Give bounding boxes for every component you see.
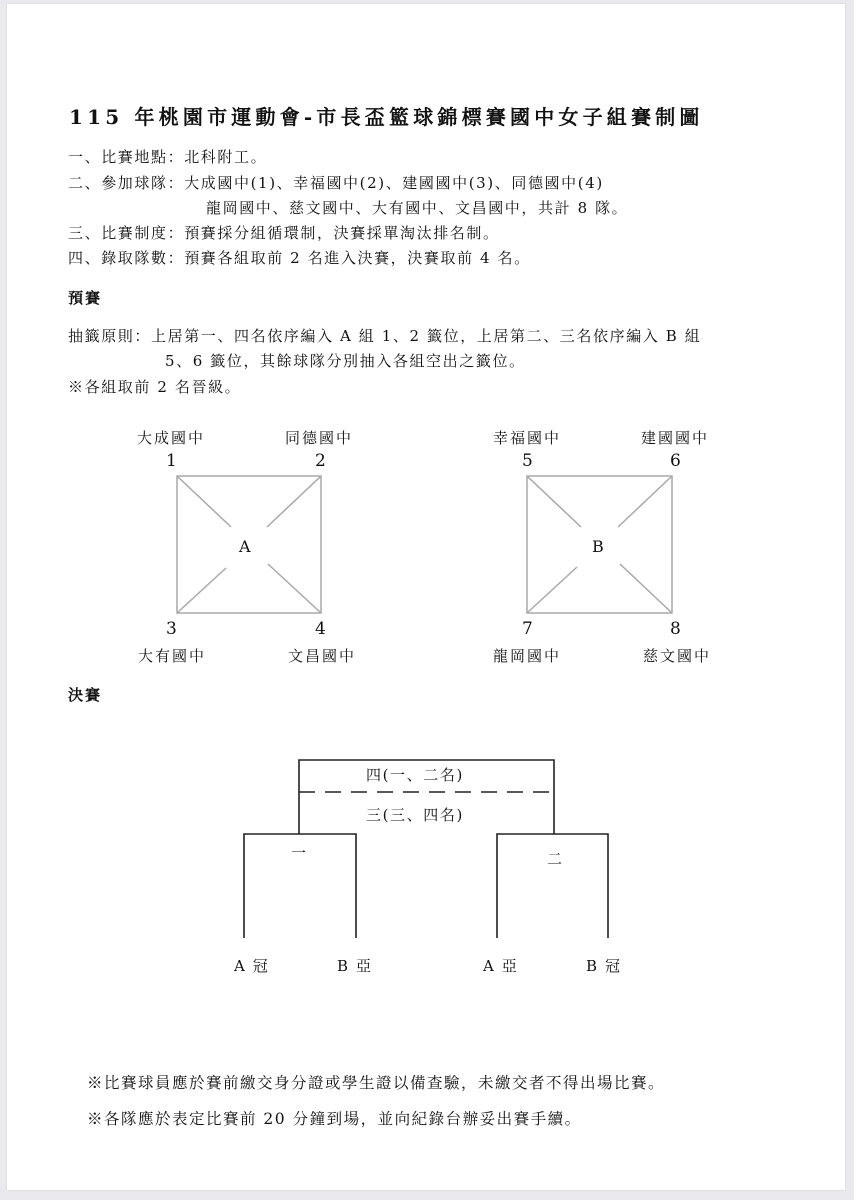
draw-rule-line-1: 抽籤原則：上居第一、四名依序編入 A 組 1、2 籤位，上居第二、三名依序編入 B 組 (68, 327, 702, 345)
final-game-label: 四(一、二名) (366, 766, 464, 784)
group-a-diag-4 (268, 564, 321, 613)
semi-1-label: 一 (291, 844, 308, 862)
note-arrival-time: ※各隊應於表定比賽前 20 分鐘到場，並向紀錄台辦妥出賽手續。 (87, 1110, 582, 1128)
group-b-slot-8-num: 8 (670, 619, 681, 639)
semi-1-right-team: B 亞 (337, 957, 373, 975)
prelim-heading: 預賽 (68, 289, 103, 307)
teams-line-2: 龍岡國中、慈文國中、大有國中、文昌國中，共計 8 隊。 (206, 199, 629, 217)
group-b-slot-6-team: 建國國中 (641, 429, 710, 447)
semi-2-left-team: A 亞 (483, 957, 519, 975)
document-title: 115 年桃園市運動會-市長盃籃球錦標賽國中女子組賽制圖 (69, 105, 704, 129)
third-place-game-label: 三(三、四名) (366, 806, 464, 824)
semi-1-left-team: A 冠 (234, 957, 270, 975)
group-b-slot-5-team: 幸福國中 (493, 429, 562, 447)
group-a-diag-3 (177, 568, 226, 613)
group-b-label: B (592, 537, 604, 556)
group-a-slot-3-team: 大有國中 (138, 647, 207, 665)
group-a-slot-2-num: 2 (315, 451, 326, 471)
group-b-diag-2 (618, 476, 672, 527)
group-a-slot-3-num: 3 (166, 619, 177, 639)
group-b-diag-1 (527, 476, 581, 527)
group-b-diag-3 (527, 567, 577, 613)
group-b-slot-6-num: 6 (670, 451, 681, 471)
teams-line-1: 二、參加球隊：大成國中(1)、幸福國中(2)、建國國中(3)、同德國中(4) (68, 174, 604, 192)
group-b-slot-5-num: 5 (522, 451, 533, 471)
final-heading: 決賽 (68, 686, 103, 704)
group-a-diag-1 (177, 476, 231, 527)
group-b-diag-4 (620, 564, 672, 613)
group-b-slot-7-team: 龍岡國中 (493, 647, 562, 665)
group-a-round-robin-diagram (177, 476, 321, 613)
group-b-round-robin-diagram (527, 476, 672, 613)
group-b-slot-8-team: 慈文國中 (643, 647, 712, 665)
group-a-slot-1-team: 大成國中 (137, 429, 206, 447)
qualify-line: 四、錄取隊數：預賽各組取前 2 名進入決賽，決賽取前 4 名。 (68, 249, 531, 267)
group-a-label: A (239, 537, 251, 556)
group-a-slot-4-team: 文昌國中 (288, 647, 357, 665)
advance-note: ※各組取前 2 名晉級。 (68, 378, 242, 396)
group-a-slot-2-team: 同德國中 (285, 429, 354, 447)
venue-line: 一、比賽地點：北科附工。 (68, 148, 268, 166)
format-line: 三、比賽制度：預賽採分組循環制，決賽採單淘汰排名制。 (68, 224, 500, 242)
group-b-slot-7-num: 7 (522, 619, 533, 639)
draw-rule-line-2: 5、6 籤位，其餘球隊分別抽入各組空出之籤位。 (165, 352, 526, 370)
group-a-slot-4-num: 4 (315, 619, 326, 639)
note-id-check: ※比賽球員應於賽前繳交身分證或學生證以備查驗，未繳交者不得出場比賽。 (87, 1074, 666, 1092)
group-a-diag-2 (267, 476, 321, 527)
group-a-slot-1-num: 1 (166, 451, 177, 471)
semi-2-label: 二 (547, 850, 564, 868)
semi-2-right-team: B 冠 (586, 957, 622, 975)
